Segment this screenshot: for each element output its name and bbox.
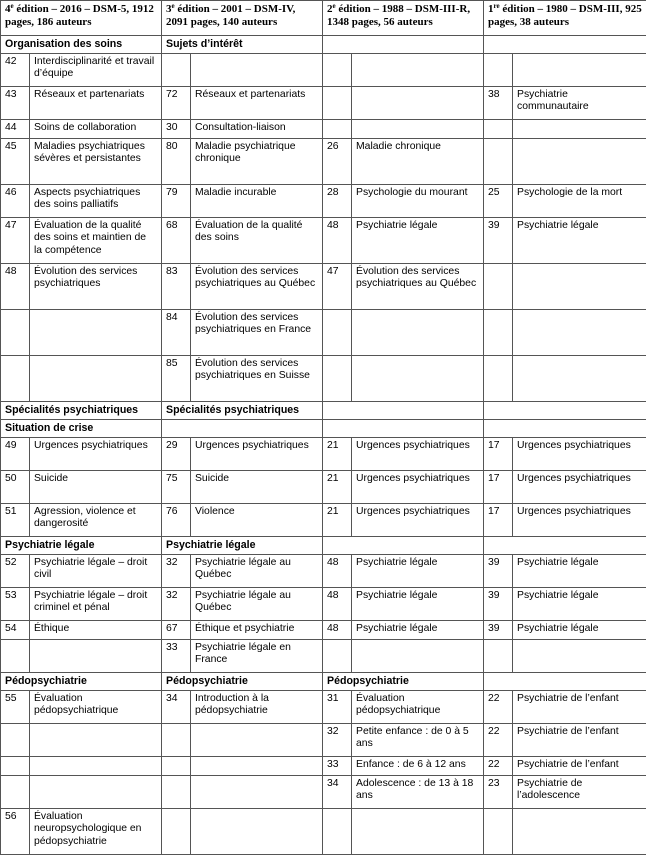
chapter-title: [513, 640, 646, 673]
chapter-number: 50: [1, 471, 30, 504]
table-row: [1, 555, 646, 588]
chapter-number: 53: [1, 588, 30, 621]
table-row: [1, 218, 646, 264]
chapter-number: [1, 310, 30, 356]
chapter-title: Psychiatrie légale – droit civil: [30, 555, 162, 588]
chapter-number: [323, 87, 352, 120]
section-heading: [484, 402, 646, 420]
chapter-title: [352, 120, 484, 139]
chapter-number: [484, 356, 513, 402]
chapter-title: Psychiatrie de l’enfant: [513, 724, 646, 757]
chapter-title: Psychiatrie légale: [352, 555, 484, 588]
table-row: [1, 54, 646, 87]
chapter-number: [484, 139, 513, 185]
chapter-title: Maladie psychiatrique chronique: [191, 139, 323, 185]
chapter-number: [1, 640, 30, 673]
chapter-title: Psychiatrie de l’enfant: [513, 757, 646, 776]
chapter-number: [484, 120, 513, 139]
chapter-number: [484, 54, 513, 87]
table-row: [1, 438, 646, 471]
chapter-number: 79: [162, 185, 191, 218]
chapter-title: Réseaux et partenariats: [30, 87, 162, 120]
chapter-title: Éthique et psychiatrie: [191, 621, 323, 640]
chapter-title: Urgences psychiatriques: [513, 471, 646, 504]
section-heading: Spécialités psychiatriques: [1, 402, 162, 420]
chapter-title: Éthique: [30, 621, 162, 640]
section-row: [1, 402, 646, 420]
table-row: [1, 809, 646, 855]
chapter-number: 17: [484, 471, 513, 504]
chapter-title: Psychiatrie légale en France: [191, 640, 323, 673]
section-heading: [162, 420, 323, 438]
chapter-number: [323, 54, 352, 87]
chapter-title: [352, 54, 484, 87]
chapter-title: [352, 809, 484, 855]
chapter-title: Psychiatrie légale: [352, 621, 484, 640]
chapter-title: [30, 640, 162, 673]
chapter-number: 42: [1, 54, 30, 87]
chapter-title: Consultation-liaison: [191, 120, 323, 139]
table-body: [1, 36, 646, 855]
chapter-number: 46: [1, 185, 30, 218]
chapter-number: 25: [484, 185, 513, 218]
chapter-title: Psychiatrie de l’enfant: [513, 691, 646, 724]
chapter-title: Soins de collaboration: [30, 120, 162, 139]
chapter-title: Psychiatrie légale: [513, 555, 646, 588]
chapter-title: [30, 776, 162, 809]
chapter-number: 48: [323, 588, 352, 621]
chapter-title: [191, 54, 323, 87]
chapter-number: 29: [162, 438, 191, 471]
chapter-number: [162, 757, 191, 776]
chapter-number: 21: [323, 438, 352, 471]
chapter-title: Psychiatrie légale: [513, 218, 646, 264]
chapter-title: Maladie chronique: [352, 139, 484, 185]
chapter-number: [323, 120, 352, 139]
chapter-title: Évaluation de la qualité des soins et maintien de la compétence: [30, 218, 162, 264]
section-row: [1, 36, 646, 54]
chapter-number: 21: [323, 504, 352, 537]
section-heading: Psychiatrie légale: [1, 537, 162, 555]
chapter-number: [484, 264, 513, 310]
chapter-title: [352, 640, 484, 673]
chapter-number: [323, 356, 352, 402]
chapter-title: [191, 776, 323, 809]
section-heading: Pédopsychiatrie: [1, 673, 162, 691]
chapter-number: 55: [1, 691, 30, 724]
section-heading: [484, 420, 646, 438]
chapter-title: Psychologie de la mort: [513, 185, 646, 218]
table-row: [1, 691, 646, 724]
header-2nd-edition: 2e édition – 1988 – DSM-III-R, 1348 pages, 56 auteurs: [323, 1, 484, 36]
table-row: [1, 87, 646, 120]
chapter-number: 28: [323, 185, 352, 218]
chapter-title: [191, 724, 323, 757]
chapter-number: [162, 54, 191, 87]
section-heading: Pédopsychiatrie: [323, 673, 484, 691]
chapter-title: Urgences psychiatriques: [30, 438, 162, 471]
chapter-title: Urgences psychiatriques: [352, 471, 484, 504]
section-heading: Sujets d’intérêt: [162, 36, 323, 54]
chapter-number: 84: [162, 310, 191, 356]
chapter-number: 49: [1, 438, 30, 471]
chapter-title: [513, 356, 646, 402]
chapter-number: [162, 724, 191, 757]
section-heading: [323, 537, 484, 555]
chapter-title: Psychologie du mourant: [352, 185, 484, 218]
chapter-number: 26: [323, 139, 352, 185]
chapter-title: Évaluation pédopsychiatrique: [352, 691, 484, 724]
chapter-number: 31: [323, 691, 352, 724]
chapter-number: 32: [162, 555, 191, 588]
chapter-title: Évaluation neuropsychologique en pédopsychiatrie: [30, 809, 162, 855]
chapter-title: [30, 356, 162, 402]
chapter-title: Urgences psychiatriques: [191, 438, 323, 471]
chapter-title: Violence: [191, 504, 323, 537]
table-row: [1, 310, 646, 356]
chapter-number: 83: [162, 264, 191, 310]
chapter-title: Adolescence : de 13 à 18 ans: [352, 776, 484, 809]
section-heading: Situation de crise: [1, 420, 162, 438]
section-heading: [484, 537, 646, 555]
chapter-title: Évolution des services psychiatriques au Québec: [191, 264, 323, 310]
chapter-number: 44: [1, 120, 30, 139]
chapter-title: Petite enfance : de 0 à 5 ans: [352, 724, 484, 757]
chapter-number: 34: [162, 691, 191, 724]
chapter-title: Évolution des services psychiatriques en France: [191, 310, 323, 356]
chapter-title: Évaluation pédopsychiatrique: [30, 691, 162, 724]
chapter-number: [323, 310, 352, 356]
chapter-title: Urgences psychiatriques: [352, 438, 484, 471]
chapter-number: [323, 809, 352, 855]
chapter-number: 51: [1, 504, 30, 537]
chapter-number: 39: [484, 621, 513, 640]
chapter-title: Psychiatrie communautaire: [513, 87, 646, 120]
chapter-title: Suicide: [191, 471, 323, 504]
table-row: [1, 757, 646, 776]
chapter-title: [513, 310, 646, 356]
table-row: [1, 471, 646, 504]
table-row: [1, 504, 646, 537]
table-row: [1, 621, 646, 640]
chapter-title: [513, 120, 646, 139]
chapter-number: 22: [484, 691, 513, 724]
chapter-title: Psychiatrie légale au Québec: [191, 555, 323, 588]
chapter-number: [162, 776, 191, 809]
chapter-number: [484, 310, 513, 356]
chapter-title: Psychiatrie légale: [513, 588, 646, 621]
chapter-number: 75: [162, 471, 191, 504]
chapter-number: 68: [162, 218, 191, 264]
chapter-number: [1, 757, 30, 776]
chapter-title: [352, 310, 484, 356]
chapter-title: Psychiatrie légale: [352, 588, 484, 621]
section-row: [1, 537, 646, 555]
chapter-title: [352, 87, 484, 120]
header-1st-edition: 1re édition – 1980 – DSM-III, 925 pages, 38 auteurs: [484, 1, 646, 36]
table-row: [1, 264, 646, 310]
chapter-number: 72: [162, 87, 191, 120]
chapter-number: 32: [162, 588, 191, 621]
chapter-number: 80: [162, 139, 191, 185]
chapter-number: 33: [323, 757, 352, 776]
chapter-number: [484, 640, 513, 673]
chapter-title: Maladie incurable: [191, 185, 323, 218]
chapter-number: 39: [484, 218, 513, 264]
chapter-number: 21: [323, 471, 352, 504]
chapter-title: [352, 356, 484, 402]
chapter-title: Évolution des services psychiatriques au Québec: [352, 264, 484, 310]
chapter-title: Évaluation de la qualité des soins: [191, 218, 323, 264]
table-row: [1, 356, 646, 402]
chapter-title: [30, 724, 162, 757]
chapter-number: 17: [484, 438, 513, 471]
chapter-number: [484, 809, 513, 855]
table-row: [1, 588, 646, 621]
chapter-number: 43: [1, 87, 30, 120]
chapter-number: 34: [323, 776, 352, 809]
chapter-title: Maladies psychiatriques sévères et persistantes: [30, 139, 162, 185]
chapter-title: Urgences psychiatriques: [513, 504, 646, 537]
chapter-title: Psychiatrie légale – droit criminel et pénal: [30, 588, 162, 621]
chapter-number: [162, 809, 191, 855]
table-row: [1, 776, 646, 809]
chapter-number: 39: [484, 588, 513, 621]
chapter-title: Évolution des services psychiatriques: [30, 264, 162, 310]
chapter-number: 48: [323, 621, 352, 640]
chapter-number: [323, 640, 352, 673]
chapter-number: 48: [1, 264, 30, 310]
chapter-number: [1, 724, 30, 757]
chapter-number: 39: [484, 555, 513, 588]
chapter-title: Réseaux et partenariats: [191, 87, 323, 120]
header-row: [1, 1, 646, 36]
chapter-title: [513, 809, 646, 855]
header-3rd-edition: 3e édition – 2001 – DSM-IV, 2091 pages, 140 auteurs: [162, 1, 323, 36]
chapter-title: Aspects psychiatriques des soins palliatifs: [30, 185, 162, 218]
chapter-number: [1, 356, 30, 402]
chapter-title: [191, 757, 323, 776]
chapter-title: Psychiatrie légale: [352, 218, 484, 264]
chapter-number: 22: [484, 757, 513, 776]
chapter-number: 47: [1, 218, 30, 264]
chapter-number: 52: [1, 555, 30, 588]
section-heading: Pédopsychiatrie: [162, 673, 323, 691]
section-heading: [484, 673, 646, 691]
chapter-number: 30: [162, 120, 191, 139]
chapter-title: Enfance : de 6 à 12 ans: [352, 757, 484, 776]
chapter-title: Introduction à la pédopsychiatrie: [191, 691, 323, 724]
chapter-title: Agression, violence et dangerosité: [30, 504, 162, 537]
chapter-title: Urgences psychiatriques: [352, 504, 484, 537]
section-heading: Organisation des soins: [1, 36, 162, 54]
chapter-number: 85: [162, 356, 191, 402]
chapter-number: 45: [1, 139, 30, 185]
chapter-title: [30, 757, 162, 776]
chapter-title: [191, 809, 323, 855]
chapter-title: Évolution des services psychiatriques en Suisse: [191, 356, 323, 402]
chapter-number: 54: [1, 621, 30, 640]
section-heading: [323, 402, 484, 420]
chapter-number: 67: [162, 621, 191, 640]
chapter-number: 38: [484, 87, 513, 120]
chapter-title: [513, 54, 646, 87]
chapter-number: 47: [323, 264, 352, 310]
section-heading: [323, 36, 484, 54]
chapter-title: [513, 264, 646, 310]
chapter-title: Psychiatrie légale au Québec: [191, 588, 323, 621]
chapter-number: 48: [323, 555, 352, 588]
chapter-title: Interdisciplinarité et travail d’équipe: [30, 54, 162, 87]
chapter-title: [513, 139, 646, 185]
chapter-number: [1, 776, 30, 809]
chapter-number: 56: [1, 809, 30, 855]
chapter-number: 48: [323, 218, 352, 264]
section-heading: Spécialités psychiatriques: [162, 402, 323, 420]
chapter-title: [30, 310, 162, 356]
table-row: [1, 139, 646, 185]
section-row: [1, 673, 646, 691]
chapter-number: 33: [162, 640, 191, 673]
chapter-number: 22: [484, 724, 513, 757]
chapter-title: Psychiatrie de l’adolescence: [513, 776, 646, 809]
chapter-number: 17: [484, 504, 513, 537]
table-row: [1, 724, 646, 757]
chapter-title: Psychiatrie légale: [513, 621, 646, 640]
chapter-title: Urgences psychiatriques: [513, 438, 646, 471]
chapter-title: Suicide: [30, 471, 162, 504]
section-heading: [484, 36, 646, 54]
section-heading: [323, 420, 484, 438]
chapter-number: 23: [484, 776, 513, 809]
chapter-number: 76: [162, 504, 191, 537]
section-row: [1, 420, 646, 438]
section-heading: Psychiatrie légale: [162, 537, 323, 555]
table-row: [1, 185, 646, 218]
table-row: [1, 640, 646, 673]
header-4th-edition: 4e édition – 2016 – DSM-5, 1912 pages, 186 auteurs: [1, 1, 162, 36]
chapter-number: 32: [323, 724, 352, 757]
table-row: [1, 120, 646, 139]
